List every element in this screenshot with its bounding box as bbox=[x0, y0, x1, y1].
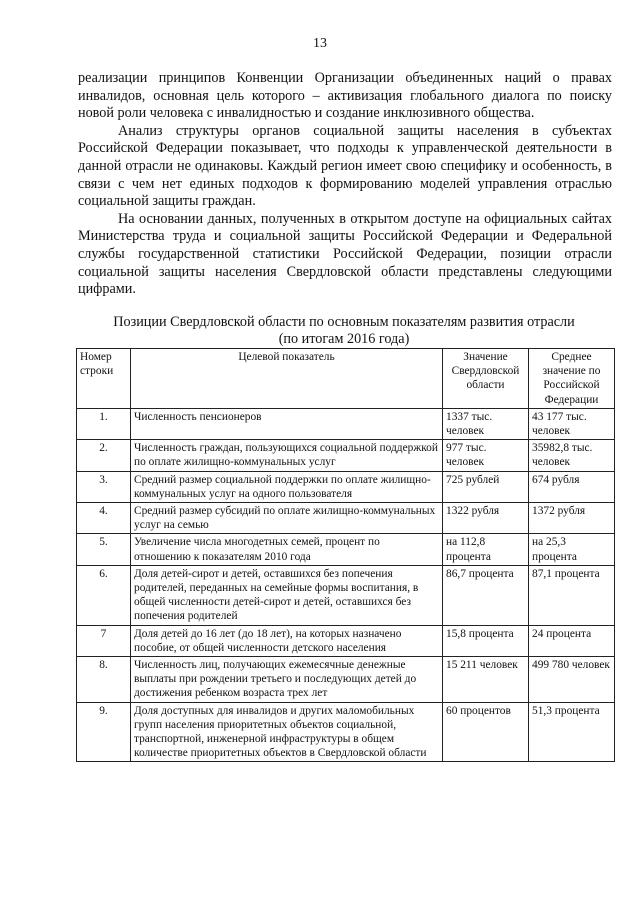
intro-paragraph-2: Анализ структуры органов социальной защиты населения в субъектах Российской Федерации показывает, что подходы к управленческой деятельности в данной отрасли не одинаковы. Каждый регион имеет свою специфику и особенность, в связи с чем нет единых подходов к формированию моделей управления отраслью социальной защиты граждан. bbox=[78, 122, 612, 210]
table-caption bbox=[74, 314, 614, 348]
row-number: 2. bbox=[77, 440, 131, 471]
row-region-value: 977 тыс. человек bbox=[443, 440, 529, 471]
header-row-number: Номер строки bbox=[77, 349, 131, 409]
row-indicator: Численность лиц, получающих ежемесячные денежные выплаты при рождении третьего и последующих детей до достижения ребенком возраста трех лет bbox=[131, 657, 443, 703]
row-russia-average: 51,3 процента bbox=[529, 702, 615, 762]
table-row bbox=[77, 471, 615, 502]
row-region-value: 1322 рубля bbox=[443, 503, 529, 534]
row-indicator: Доля детей-сирот и детей, оставшихся без попечения родителей, переданных на семейные формы воспитания, в общей численности детей-сирот и детей, оставшихся без попечения родителей bbox=[131, 565, 443, 625]
row-number: 3. bbox=[77, 471, 131, 502]
indicators-table bbox=[76, 348, 615, 762]
row-number: 5. bbox=[77, 534, 131, 565]
table-row bbox=[77, 657, 615, 703]
row-indicator: Доля детей до 16 лет (до 18 лет), на которых назначено пособие, от общей численности детского населения bbox=[131, 625, 443, 656]
row-russia-average: на 25,3 процента bbox=[529, 534, 615, 565]
row-number: 9. bbox=[77, 702, 131, 762]
row-region-value: 86,7 процента bbox=[443, 565, 529, 625]
row-region-value: 15 211 человек bbox=[443, 657, 529, 703]
table-caption-period: (по итогам 2016 года) bbox=[278, 331, 410, 347]
row-indicator: Численность граждан, пользующихся социальной поддержкой по оплате жилищно-коммунальных услуг bbox=[131, 440, 443, 471]
row-russia-average: 499 780 человек bbox=[529, 657, 615, 703]
table-row bbox=[77, 503, 615, 534]
row-number: 8. bbox=[77, 657, 131, 703]
row-russia-average: 24 процента bbox=[529, 625, 615, 656]
row-indicator: Средний размер социальной поддержки по оплате жилищно-коммунальных услуг на одного пользователя bbox=[131, 471, 443, 502]
row-indicator: Доля доступных для инвалидов и других маломобильных групп населения приоритетных объектов социальной, транспортной, инженерной инфраструктуры в общем количестве приоритетных объектов в Свердловской области bbox=[131, 702, 443, 762]
table-header-row bbox=[77, 349, 615, 409]
row-indicator: Средний размер субсидий по оплате жилищно-коммунальных услуг на семью bbox=[131, 503, 443, 534]
row-region-value: 1337 тыс. человек bbox=[443, 408, 529, 439]
intro-paragraph-1: реализации принципов Конвенции Организации объединенных наций о правах инвалидов, основная цель которого – активизация глобального диалога по поиску новой роли человека с инвалидностью и создание инклюзивного общества. bbox=[78, 70, 612, 122]
table-row bbox=[77, 440, 615, 471]
header-indicator: Целевой показатель bbox=[131, 349, 443, 409]
table-row bbox=[77, 534, 615, 565]
table-caption-title: Позиции Свердловской области по основным показателям развития отрасли bbox=[113, 314, 575, 330]
header-region-value: Значение Свердловской области bbox=[443, 349, 529, 409]
row-region-value: на 112,8 процента bbox=[443, 534, 529, 565]
row-russia-average: 87,1 процента bbox=[529, 565, 615, 625]
row-number: 4. bbox=[77, 503, 131, 534]
table-row bbox=[77, 625, 615, 656]
page-number: 13 bbox=[313, 36, 327, 51]
row-russia-average: 674 рубля bbox=[529, 471, 615, 502]
table-row bbox=[77, 408, 615, 439]
row-indicator: Численность пенсионеров bbox=[131, 408, 443, 439]
row-russia-average: 43 177 тыс. человек bbox=[529, 408, 615, 439]
table-row bbox=[77, 565, 615, 625]
header-russia-average: Среднее значение по Российской Федерации bbox=[529, 349, 615, 409]
table-row bbox=[77, 702, 615, 762]
row-region-value: 15,8 процента bbox=[443, 625, 529, 656]
row-region-value: 725 рублей bbox=[443, 471, 529, 502]
row-region-value: 60 процентов bbox=[443, 702, 529, 762]
row-indicator: Увеличение числа многодетных семей, процент по отношению к показателям 2010 года bbox=[131, 534, 443, 565]
row-number: 7 bbox=[77, 625, 131, 656]
row-russia-average: 35982,8 тыс. человек bbox=[529, 440, 615, 471]
row-number: 1. bbox=[77, 408, 131, 439]
intro-text bbox=[78, 70, 612, 299]
intro-paragraph-3: На основании данных, полученных в открытом доступе на официальных сайтах Министерства труда и социальной защиты Российской Федерации и Федеральной службы государственной статистики Российской Федерации, позиции отрасли социальной защиты населения Свердловской области представлены следующими цифрами. bbox=[78, 210, 612, 298]
row-number: 6. bbox=[77, 565, 131, 625]
row-russia-average: 1372 рубля bbox=[529, 503, 615, 534]
